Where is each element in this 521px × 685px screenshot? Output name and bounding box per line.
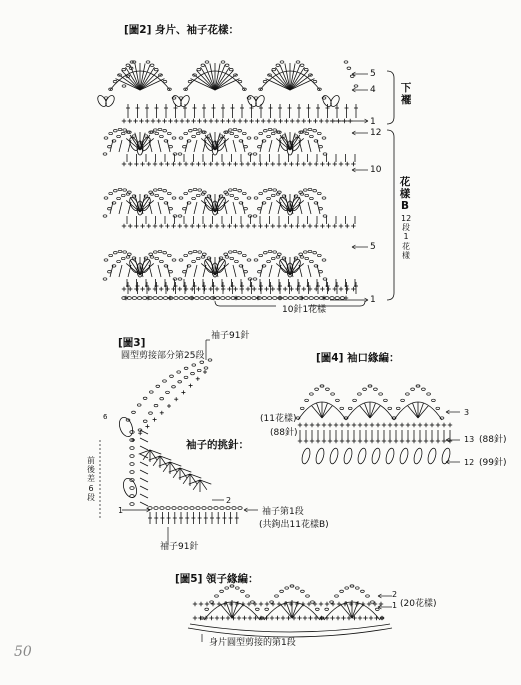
fig2-row-5b: 5: [370, 242, 376, 252]
fig5-row-2: 2: [392, 590, 398, 599]
fig3-title: [圖3]: [118, 337, 146, 349]
fig4-stitches: (88針): [270, 428, 298, 438]
fig5-row-1: 1: [392, 601, 398, 610]
fig4-row-12-stitches: (99針): [479, 458, 507, 468]
fig2-row-4: 4: [370, 85, 376, 95]
fig5-title: [圖5] 領子緣編：: [175, 573, 259, 585]
fig2-section-pattern: 花樣B: [399, 176, 411, 213]
fig3-row-1: 1: [118, 506, 124, 515]
fig4-title: [圖4] 袖口緣編：: [316, 352, 400, 364]
fig2-section-rows: 12段1花樣: [401, 214, 412, 260]
fig5-repeat: (20花樣): [400, 599, 437, 609]
fig4-repeat: (11花樣): [260, 414, 297, 424]
fig2-row-1a: 1: [370, 117, 376, 127]
fig3-armhole-label: 圓型剪接部分第25段: [121, 351, 205, 361]
fig2-row-1b: 1: [370, 295, 376, 305]
fig3-sleeve-bottom: 袖子91針: [160, 542, 199, 552]
fig3-side-label: 前後差6段: [87, 456, 95, 502]
fig4-row-3: 3: [464, 408, 470, 417]
fig4-row-13-stitches: (88針): [479, 435, 507, 445]
fig2-title: [圖2] 身片、袖子花樣：: [124, 24, 240, 36]
fig3-pick-up: 袖子的挑針：: [186, 439, 249, 451]
fig2-row-5a: 5: [370, 69, 376, 79]
fig2-row-12: 12: [370, 128, 382, 138]
fig2-section-lower: 下襬: [400, 82, 412, 107]
page-number: 50: [14, 644, 32, 660]
fig4-row-12: 12: [464, 458, 475, 467]
fig5-bottom-label: 身片圓型剪接的第1段: [209, 638, 296, 648]
fig3-row-6: 6: [103, 413, 108, 421]
fig2-repeat-label: 10針1花樣: [282, 305, 327, 315]
fig3-sleeve-top: 袖子91針: [211, 331, 250, 341]
fig3-pattern-count: (共鉤出11花樣B): [259, 520, 329, 530]
fig3-row-2: 2: [226, 496, 232, 505]
fig2-row-10: 10: [370, 165, 382, 175]
fig3-sleeve-row1: 袖子第1段: [262, 507, 304, 517]
fig4-row-13: 13: [464, 435, 475, 444]
